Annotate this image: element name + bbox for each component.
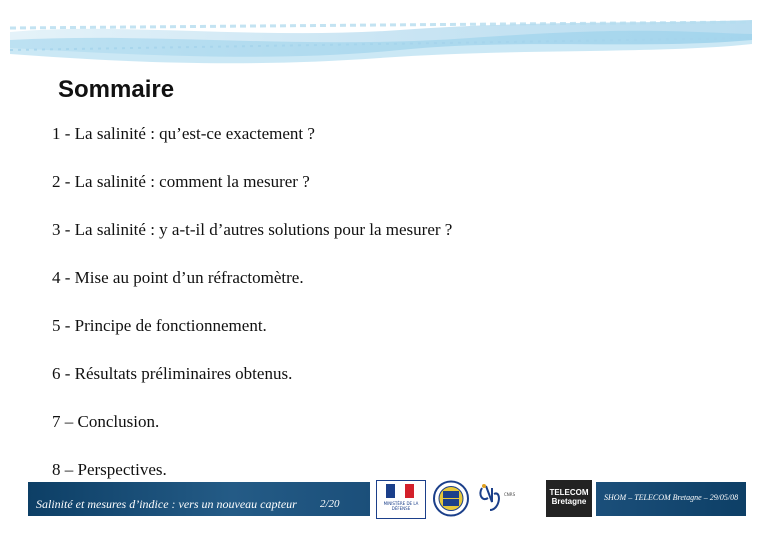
slide-title: Sommaire: [58, 76, 175, 103]
cnrs-mark-icon: [478, 480, 504, 517]
toc-item: 1 - La salinité : qu’est-ce exactement ?: [52, 124, 315, 143]
toc-item: 7 – Conclusion.: [52, 412, 160, 431]
shom-logo: [430, 480, 472, 517]
ministere-defense-logo: [376, 480, 426, 519]
footer-presentation-title: Salinité et mesures d’indice : vers un nouveau capteur: [36, 497, 297, 511]
table-of-contents: [52, 122, 452, 506]
toc-item: 8 – Perspectives.: [52, 460, 167, 479]
telecom-label: TELECOM: [549, 488, 589, 497]
cnrs-label: CNRS: [504, 492, 516, 497]
ministere-label: MINISTÈRE DE LA DÉFENSE: [383, 501, 419, 511]
toc-item: 2 - La salinité : comment la mesurer ?: [52, 172, 310, 191]
page-number: 2/20: [320, 498, 340, 510]
footer-right-band: [596, 482, 746, 516]
toc-item: 5 - Principe de fonctionnement.: [52, 316, 267, 335]
telecom-bretagne-logo: [546, 480, 592, 517]
footer-left-band: [28, 482, 370, 516]
toc-item: 6 - Résultats préliminaires obtenus.: [52, 364, 293, 383]
footer-bar: [28, 480, 746, 517]
decorative-wave-band: [0, 10, 765, 72]
footer-affiliation-date: SHOM – TELECOM Bretagne – 29/05/08: [604, 493, 739, 502]
french-flag-icon: [386, 484, 414, 498]
bretagne-label: Bretagne: [551, 497, 587, 506]
cnrs-logo: [478, 480, 538, 517]
toc-item: 4 - Mise au point d’un réfractomètre.: [52, 268, 304, 287]
toc-item: 3 - La salinité : y a-t-il d’autres solutions pour la mesurer ?: [52, 220, 453, 239]
